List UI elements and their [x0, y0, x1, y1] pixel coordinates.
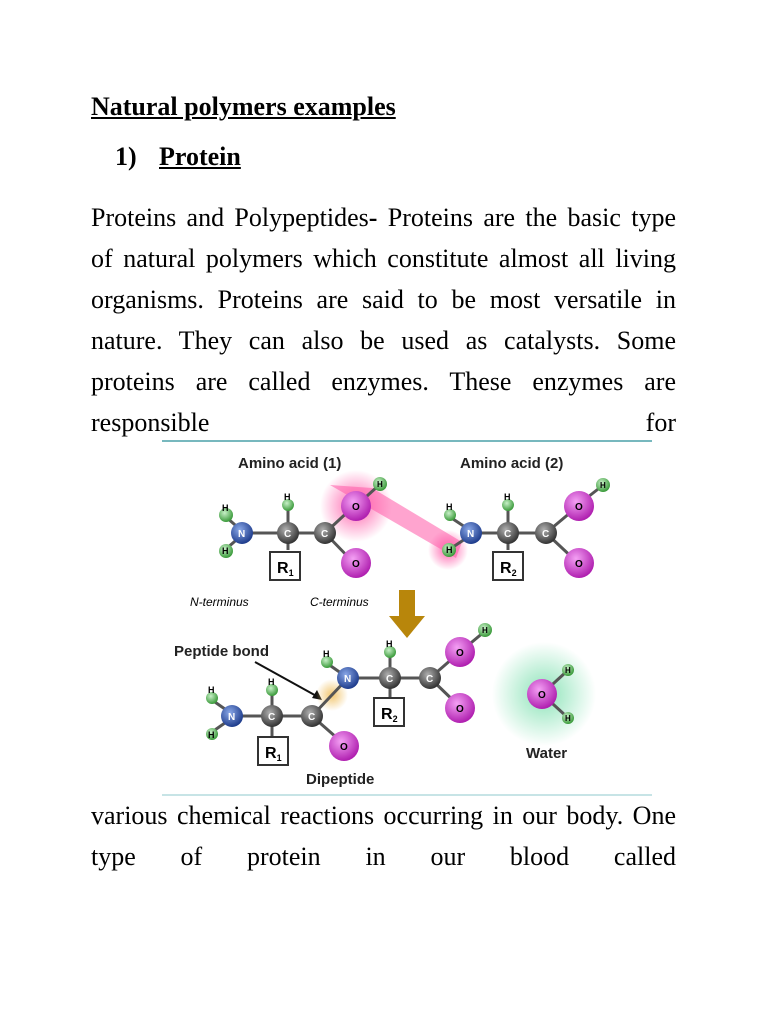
atom-label: H: [504, 492, 511, 502]
atom-label: H: [208, 685, 215, 695]
water-label: Water: [526, 745, 568, 762]
paragraph-2: various chemical reactions occurring in our body. One type of protein in our blood called: [91, 801, 676, 871]
atom-label: H: [446, 502, 453, 512]
atom-label: C: [321, 529, 329, 540]
atom-label: H: [377, 480, 383, 489]
r1-label: R1: [277, 560, 294, 578]
r1-label: R1: [265, 745, 282, 763]
atom-label: H: [565, 714, 571, 723]
atom-label: O: [456, 704, 464, 715]
dipeptide-label: Dipeptide: [306, 771, 375, 788]
section-number: 1): [115, 142, 137, 171]
atom-label: O: [352, 559, 360, 570]
r2-label: R2: [500, 560, 517, 578]
reaction-arrow: [389, 590, 425, 638]
dipeptide-figure: [160, 440, 654, 796]
atom-label: O: [352, 502, 360, 513]
r2-label: R2: [381, 706, 398, 724]
paragraph-lead: Proteins and Polypeptides: [91, 203, 369, 232]
amino-acid-1-label: Amino acid (1): [238, 455, 342, 472]
paragraph-dash: -: [368, 203, 378, 232]
section-label: Protein: [159, 142, 241, 171]
atom-label: C: [426, 674, 434, 685]
atom-label: O: [575, 502, 583, 513]
atom-label: C: [542, 529, 550, 540]
atom-label: H: [268, 677, 275, 687]
atom-label: C: [504, 529, 512, 540]
peptide-bond-label: Peptide bond: [174, 643, 269, 660]
atom-label: C: [268, 712, 276, 723]
atom-label: O: [575, 559, 583, 570]
atom-label: N: [228, 712, 236, 723]
atom-label: H: [386, 639, 393, 649]
atom-label: H: [222, 546, 229, 556]
atom-label: H: [482, 626, 488, 635]
section-heading: [115, 142, 241, 172]
atom-label: O: [456, 648, 464, 659]
atom-label: N: [238, 529, 246, 540]
amino-acid-2-label: Amino acid (2): [460, 455, 564, 472]
paragraph-1: [91, 197, 676, 443]
page-title: Natural polymers examples: [91, 92, 396, 121]
peptide-bond-pointer: [255, 662, 320, 698]
atom-label: H: [446, 545, 453, 555]
atom-label: O: [538, 690, 546, 701]
atom-label: N: [467, 529, 475, 540]
n-terminus-label: N-terminus: [190, 595, 249, 609]
atom-label: H: [600, 481, 606, 490]
atom-label: H: [284, 492, 291, 502]
atom-label: N: [344, 674, 352, 685]
atom-label: H: [222, 503, 229, 513]
atom-label: C: [386, 674, 394, 685]
atom-label: H: [323, 649, 330, 659]
dipeptide-diagram: [160, 440, 654, 796]
atom-label: H: [208, 730, 215, 740]
atom-label: C: [284, 529, 292, 540]
atom-label: C: [308, 712, 316, 723]
paragraph-1-text: Proteins are the basic type of natural polymers which constitute almost all living organisms. Proteins are said to be most versatile in nature. They can also be used as catalysts. Some proteins are called enzymes. These enzymes are responsible for: [91, 203, 677, 437]
atom-label: O: [340, 742, 348, 753]
atom-label: H: [565, 666, 571, 675]
c-terminus-label: C-terminus: [310, 595, 369, 609]
